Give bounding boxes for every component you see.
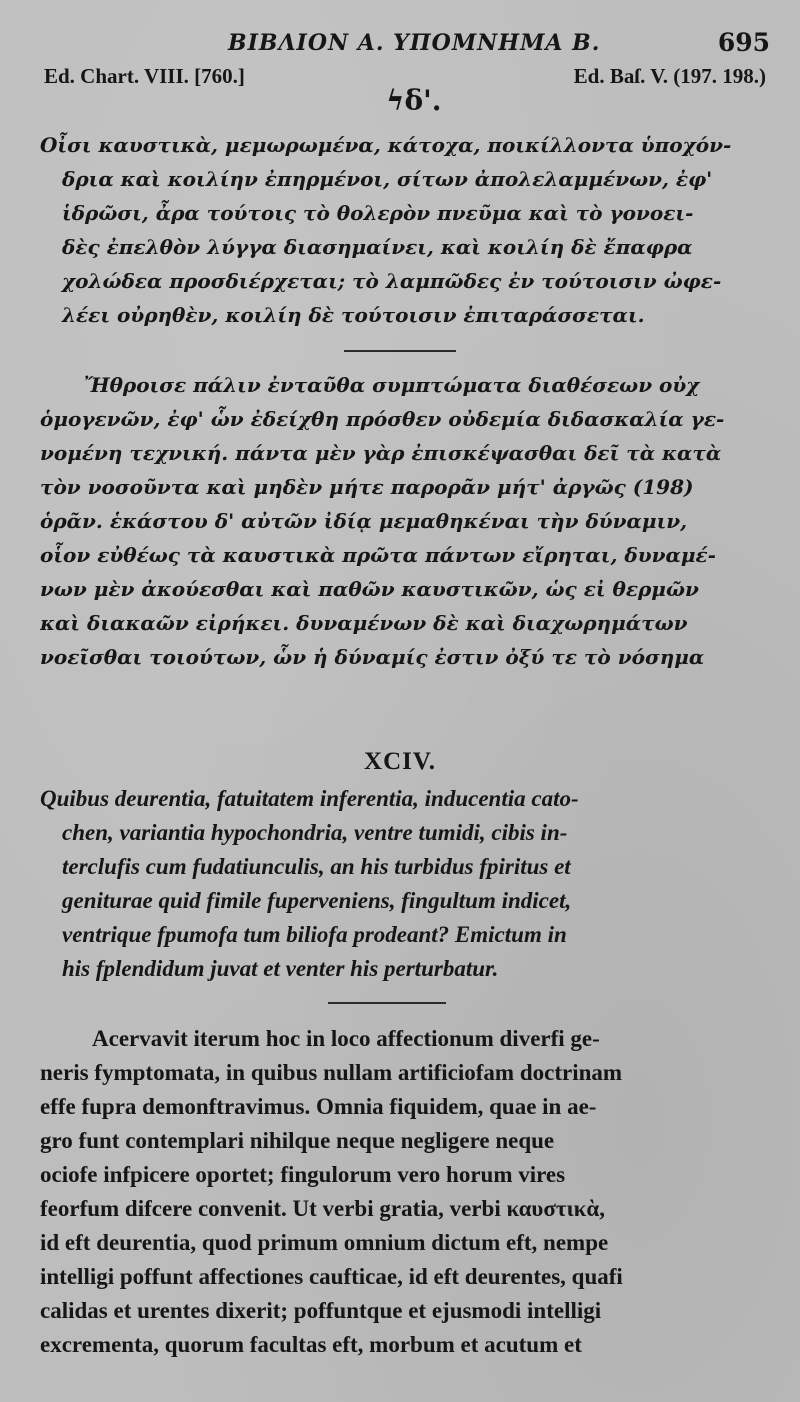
text-line: τὸν νοσοῦντα καὶ μηδὲν μήτε παρορᾶν μήτ' ἀργῶς (198) bbox=[40, 475, 694, 499]
text-line: gro funt contemplari nihilque neque negligere neque bbox=[40, 1128, 555, 1153]
latin-commentary bbox=[40, 1022, 770, 1362]
text-line: νομένη τεχνική. πάντα μὲν γὰρ ἐπισκέψασθαι δεῖ τὰ κατὰ bbox=[40, 441, 722, 465]
text-line: δρια καὶ κοιλίην ἐπηρμένοι, σίτων ἀπολελαμμένων, ἐφ' bbox=[62, 167, 713, 191]
text-line: ἱδρῶσι, ἆρα τούτοις τὸ θολερὸν πνεῦμα καὶ τὸ γονοει- bbox=[62, 201, 694, 225]
text-line: Οἶσι καυστικὰ, μεμωρωμένα, κάτοχα, ποικίλλοντα ὑποχόν- bbox=[40, 133, 732, 157]
text-line: Quibus deurentia, fatuitatem inferentia, inducentia cato- bbox=[40, 786, 579, 811]
edition-reference-right: Ed. Baſ. V. (197. 198.) bbox=[573, 64, 766, 88]
latin-aphorism bbox=[40, 782, 770, 986]
text-line: ventrique fpumofa tum biliofa prodeant? Emictum in bbox=[62, 922, 567, 947]
text-line: neris fymptomata, in quibus nullam artificiofam doctrinam bbox=[40, 1060, 623, 1085]
text-line: geniturae quid fimile fuperveniens, fingultum indicet, bbox=[62, 888, 572, 913]
text-line: id eft deurentia, quod primum omnium dictum eft, nempe bbox=[40, 1230, 609, 1255]
section-heading: XCIV. bbox=[364, 748, 436, 775]
edition-reference-left: Ed. Chart. VIII. [760.] bbox=[44, 64, 245, 88]
text-line: Acervavit iterum hoc in loco affectionum diverfi ge- bbox=[92, 1026, 600, 1051]
text-line: his fplendidum juvat et venter his perturbatur. bbox=[62, 956, 499, 981]
text-line: effe fupra demonftravimus. Omnia fiquidem, quae in ae- bbox=[40, 1094, 597, 1119]
text-line: feorfum difcere convenit. Ut verbi gratia, verbi καυστικὰ, bbox=[40, 1196, 605, 1221]
text-line: ὁμογενῶν, ἐφ' ὧν ἐδείχθη πρόσθεν οὐδεμία διδασκαλία γε- bbox=[40, 407, 725, 431]
running-title: ΒΙΒΛΙΟΝ Α. ΥΠΟΜΝΗΜΑ Β. bbox=[228, 30, 601, 56]
text-line: ὁρᾶν. ἑκάστου δ' αὐτῶν ἰδίᾳ μεμαθηκέναι τὴν δύναμιν, bbox=[40, 509, 688, 533]
text-line: νοεῖσθαι τοιούτων, ὧν ἡ δύναμίς ἐστιν ὀξύ τε τὸ νόσημα bbox=[40, 645, 705, 669]
greek-commentary bbox=[40, 368, 770, 674]
text-line: νων μὲν ἀκούεσθαι καὶ παθῶν καυστικῶν, ὡς εἰ θερμῶν bbox=[40, 577, 699, 601]
greek-aphorism bbox=[40, 128, 770, 332]
text-line: χολώδεα προσδιέρχεται; τὸ λαμπῶδες ἐν τούτοισιν ὠφε- bbox=[62, 269, 722, 293]
text-line: calidas et urentes dixerit; poffuntque et ejusmodi intelligi bbox=[40, 1298, 602, 1323]
text-line: δὲς ἐπελθὸν λύγγα διασημαίνει, καὶ κοιλίη δὲ ἔπαφρα bbox=[62, 235, 693, 259]
section-divider bbox=[328, 1002, 446, 1004]
text-line: λέει οὐρηθὲν, κοιλίη δὲ τούτοισιν ἐπιταράσσεται. bbox=[62, 303, 645, 327]
text-line: Ἤθροισε πάλιν ἐνταῦθα συμπτώματα διαθέσεων οὐχ bbox=[84, 373, 700, 397]
text-line: ociofe infpicere oportet; fingulorum vero horum vires bbox=[40, 1162, 566, 1187]
text-line: excrementa, quorum facultas eft, morbum et acutum et bbox=[40, 1332, 582, 1357]
text-line: καὶ διακαῶν εἰρήκει. δυναμένων δὲ καὶ διαχωρημάτων bbox=[40, 611, 688, 635]
text-line: intelligi poffunt affectiones caufticae, id eft deurentes, quafi bbox=[40, 1264, 623, 1289]
page-number: 695 bbox=[717, 28, 770, 57]
section-number-greek: ϟδ'. bbox=[386, 84, 442, 117]
section-divider bbox=[344, 350, 456, 352]
text-line: chen, variantia hypochondria, ventre tumidi, cibis in- bbox=[62, 820, 568, 845]
text-line: οἷον εὐθέως τὰ καυστικὰ πρῶτα πάντων εἴρηται, δυναμέ- bbox=[40, 543, 716, 567]
text-line: terclufis cum fudatiunculis, an his turbidus fpiritus et bbox=[62, 854, 571, 879]
